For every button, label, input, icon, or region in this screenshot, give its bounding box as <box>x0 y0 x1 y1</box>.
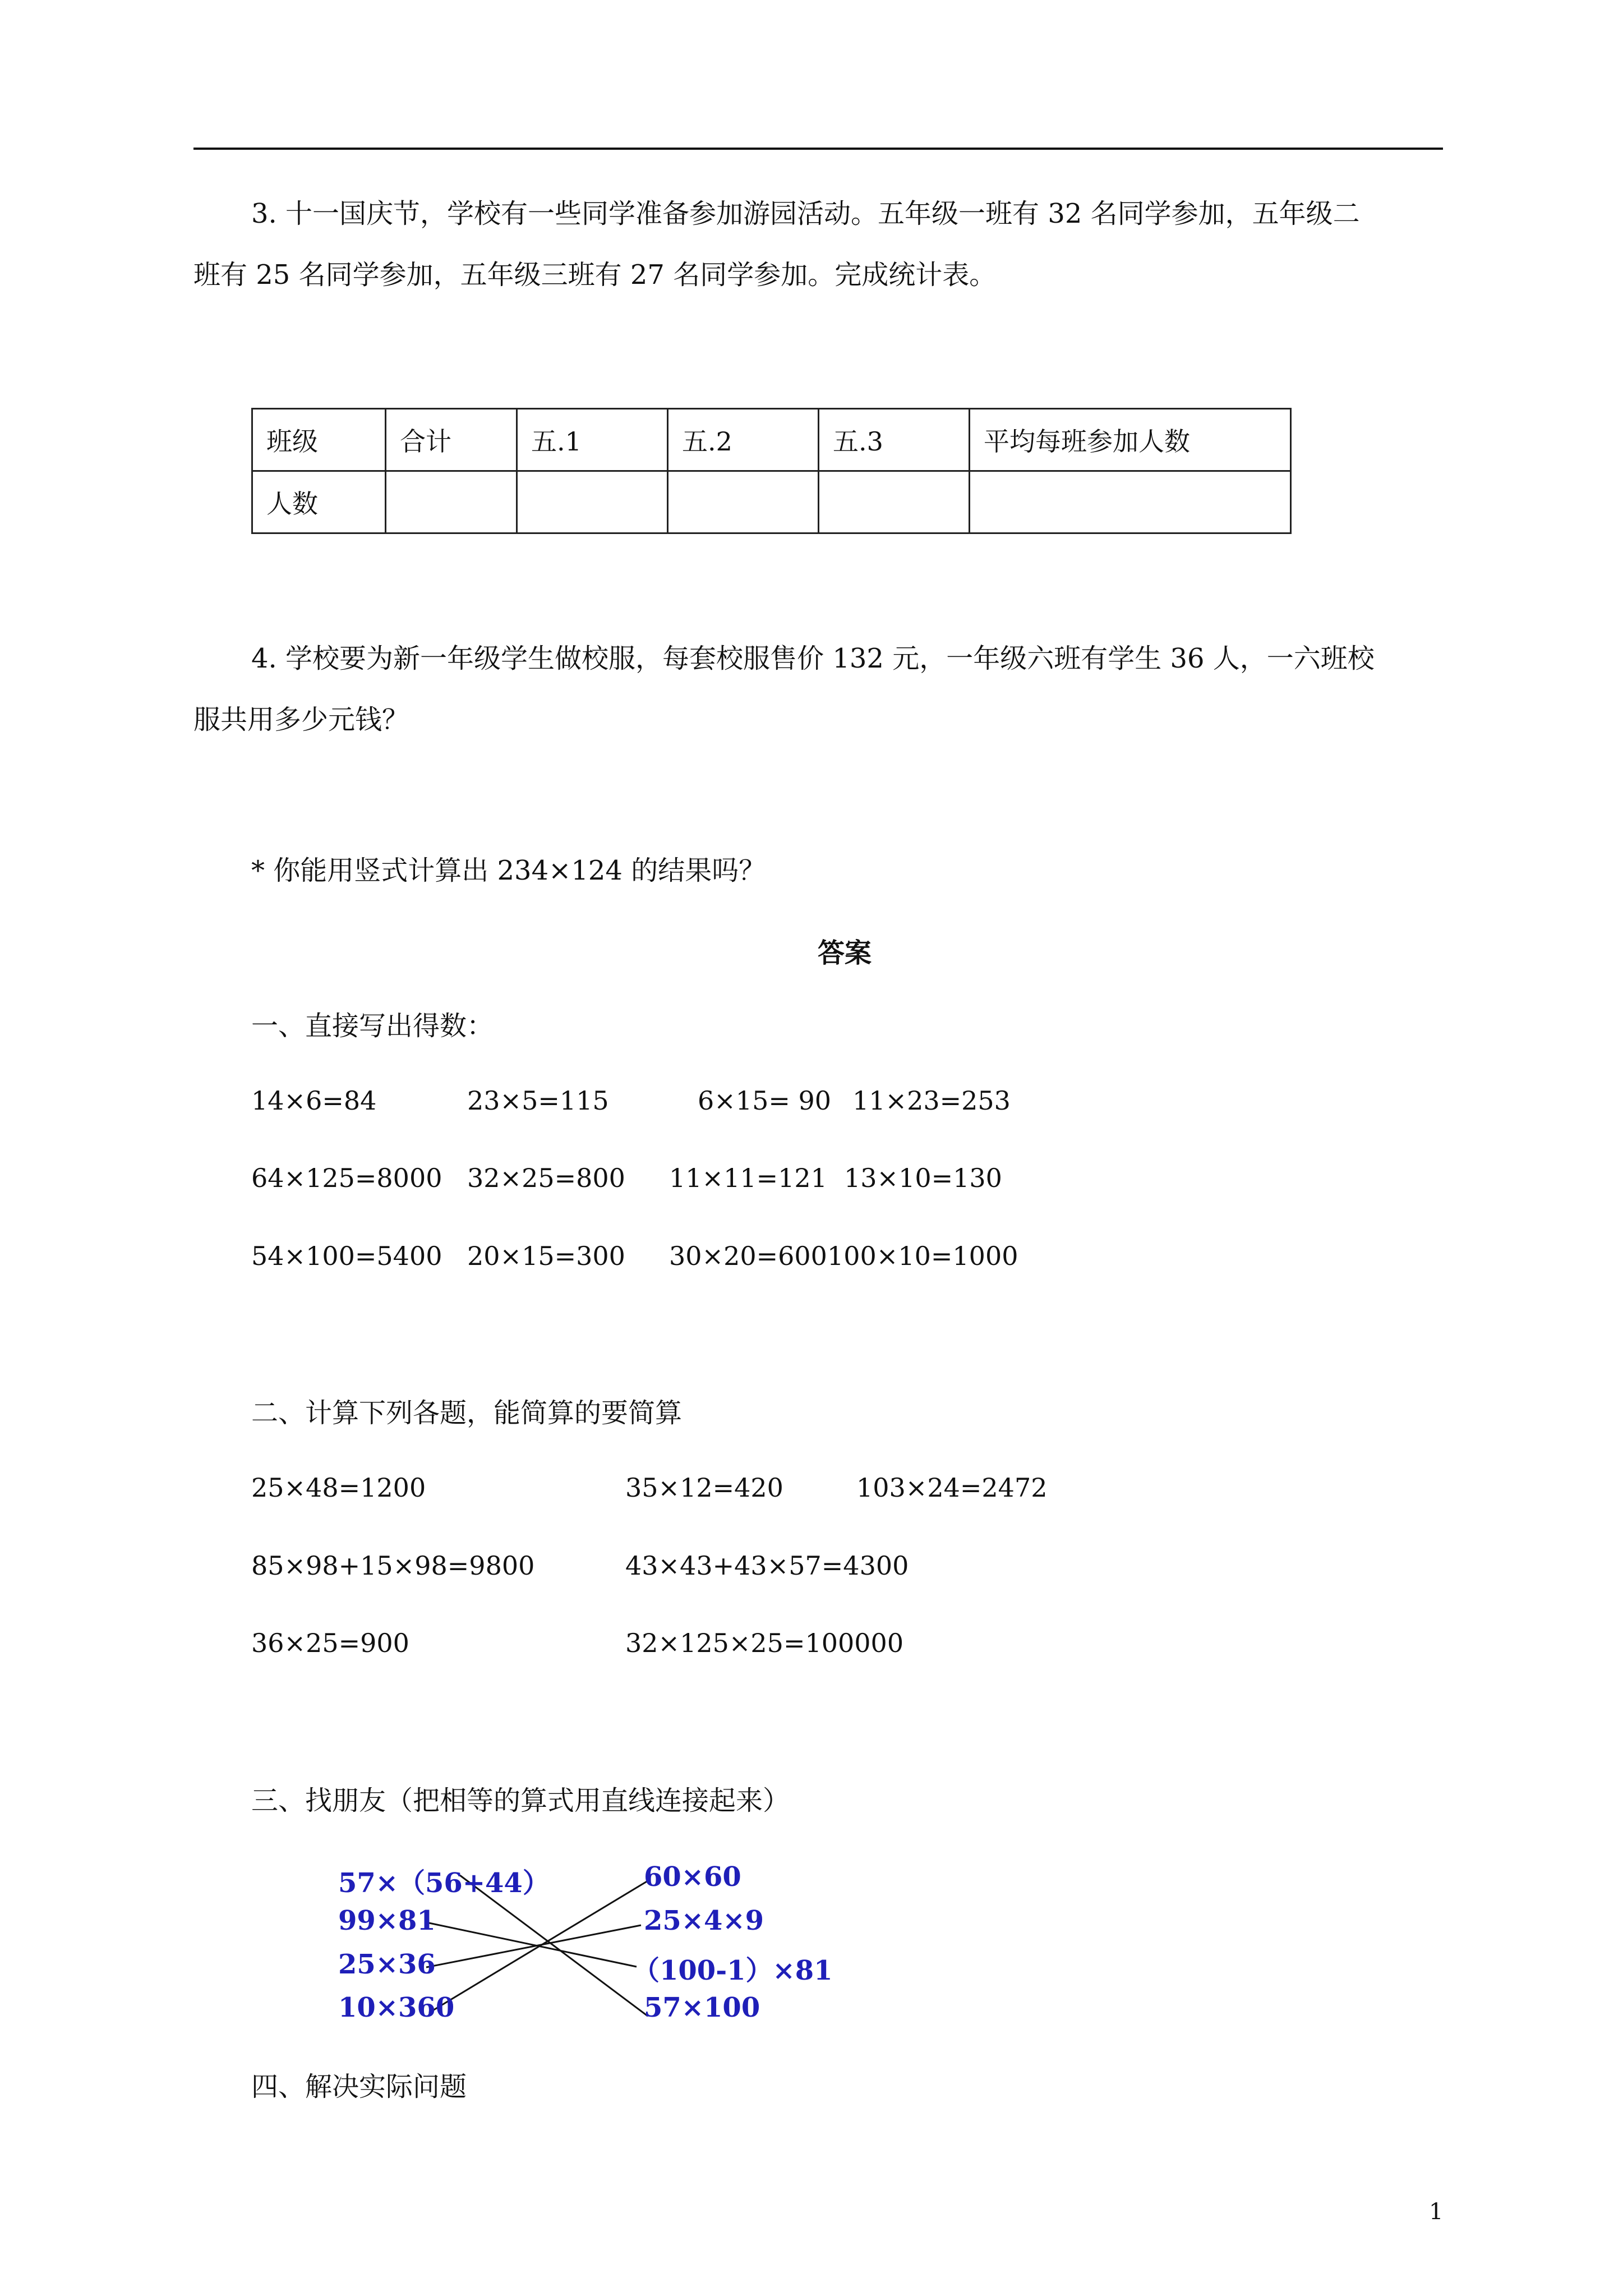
table-cell: 人数 <box>252 471 386 533</box>
answer-item: 32×125×25=100000 <box>625 1628 904 1658</box>
answer-item: 85×98+15×98=9800 <box>251 1550 535 1581</box>
table-cell: 平均每班参加人数 <box>970 409 1291 471</box>
answer-item: 43×43+43×57=4300 <box>625 1550 909 1581</box>
section4-title: 四、解决实际问题 <box>251 2071 467 2102</box>
answer-item: 30×20=600 <box>669 1241 827 1271</box>
answer-item: 25×48=1200 <box>251 1473 426 1503</box>
answer-item: 13×10=130 <box>844 1163 1002 1193</box>
answer-item: 36×25=900 <box>251 1628 409 1658</box>
table-cell: 班级 <box>252 409 386 471</box>
answer-item: 20×15=300 <box>467 1241 625 1271</box>
answer-item: 32×25=800 <box>467 1163 625 1193</box>
answer-item: 6×15= 90 <box>698 1085 832 1116</box>
answer-item: 103×24=2472 <box>856 1473 1048 1503</box>
answer-item: 11×23=253 <box>852 1085 1011 1116</box>
match-right-item: 60×60 <box>644 1861 741 1893</box>
q3-line-1: 3. 十一国庆节，学校有一些同学准备参加游园活动。五年级一班有 32 名同学参加，五年级二 <box>251 198 1360 229</box>
match-left-item: 99×81 <box>338 1905 436 1936</box>
q3-line-2: 班有 25 名同学参加，五年级三班有 27 名同学参加。完成统计表。 <box>193 259 997 291</box>
table-cell: 五.1 <box>517 409 668 471</box>
answer-title: 答案 <box>818 937 872 969</box>
answer-item: 14×6=84 <box>251 1085 377 1116</box>
answer-item: 54×100=5400 <box>251 1241 442 1271</box>
match-right-item: 57×100 <box>644 1992 760 2023</box>
answer-item: 35×12=420 <box>625 1473 783 1503</box>
table-cell: 合计 <box>386 409 517 471</box>
section1-title: 一、直接写出得数： <box>251 1010 494 1042</box>
match-left-item: 10×360 <box>338 1992 455 2023</box>
match-left-item: 57×（56+44） <box>338 1867 550 1899</box>
match-left-item: 25×36 <box>338 1949 436 1980</box>
match-right-item: （100-1）×81 <box>633 1955 833 1986</box>
table-cell: 五.3 <box>819 409 970 471</box>
q4-line-2: 服共用多少元钱？ <box>193 704 409 735</box>
section2-title: 二、计算下列各题，能简算的要简算 <box>251 1397 683 1429</box>
answer-item: 23×5=115 <box>467 1085 609 1116</box>
answer-item: 100×10=1000 <box>827 1241 1018 1271</box>
challenge-question: * 你能用竖式计算出 234×124 的结果吗？ <box>251 855 766 886</box>
q4-line-1: 4. 学校要为新一年级学生做校服，每套校服售价 132 元，一年级六班有学生 36 人，一六班校 <box>251 643 1375 674</box>
answer-item: 11×11=121 <box>669 1163 827 1193</box>
section3-title: 三、找朋友（把相等的算式用直线连接起来） <box>251 1785 790 1816</box>
page-number: 1 <box>1429 2199 1444 2225</box>
answer-item: 64×125=8000 <box>251 1163 442 1193</box>
table-cell: 五.2 <box>668 409 819 471</box>
match-right-item: 25×4×9 <box>644 1905 764 1936</box>
